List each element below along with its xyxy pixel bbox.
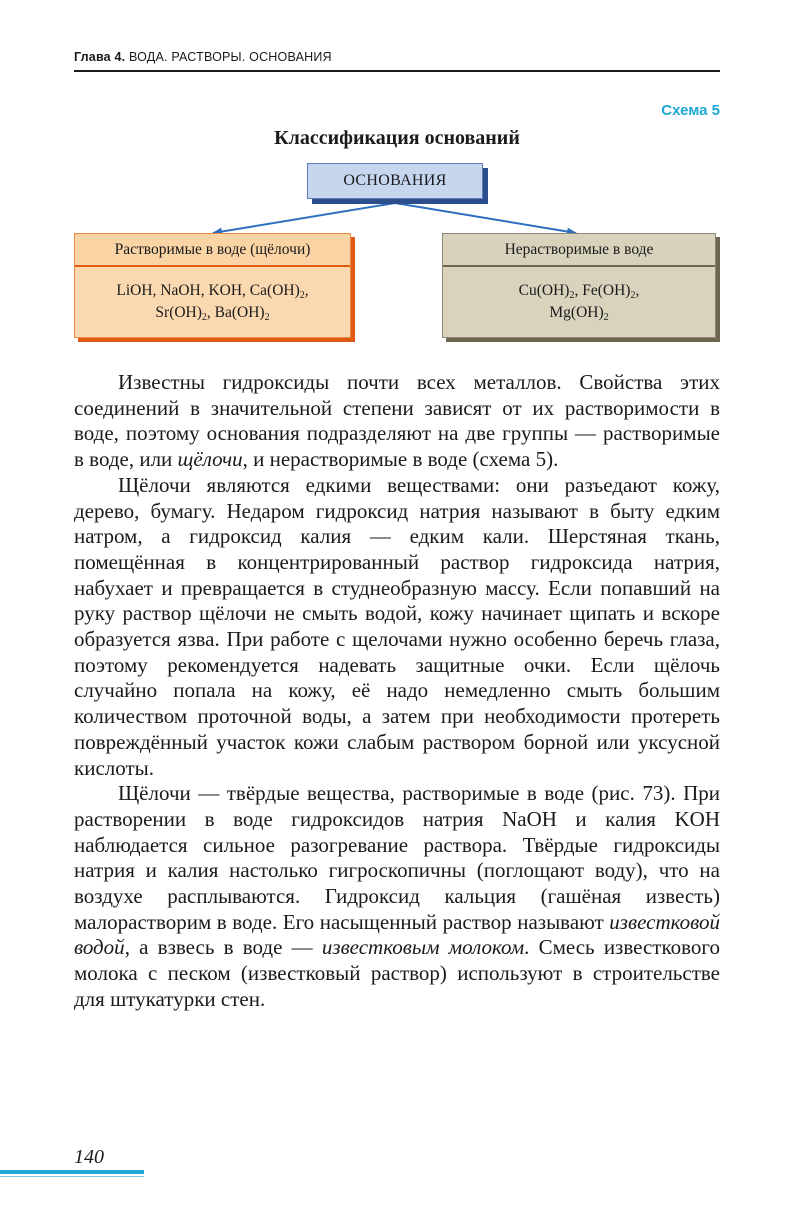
insoluble-line-1: $Cu(OH)_2$, $Fe(OH)_2$, [518,282,640,301]
root-box: ОСНОВАНИЯ [307,163,483,199]
scheme-label: Схема 5 [661,102,720,119]
insoluble-line-2: $Mg(OH)_2$ [549,304,609,323]
chapter-title: ВОДА. РАСТВОРЫ. ОСНОВАНИЯ [129,50,332,64]
arrow-right [395,203,576,233]
paragraph-3: Щёлочи — твёрдые вещества, растворимые в воде (рис. 73). При растворении в воде гидроксидов натрия NaOH и калия KOH наблюдается сильное разогревание раствора. Твёрдые гидроксиды натрия и калия настолько гигроскопичны (поглощают воду), что на воздухе расплываются. Гидроксид кальция (гашёная известь) малорастворим в воде. Его насыщенный раствор называют известковой водой, а взвесь в воде — известковым молоком. Смесь известкового молока с песком (известковый раствор) используют в строительстве для штукатурки стен. [74,781,720,1011]
page-accent-bar [0,1170,144,1174]
soluble-line-2: $Sr(OH)_2$, $Ba(OH)_2$ [155,304,270,323]
soluble-heading: Растворимые в воде (щёлочи) [75,234,350,267]
arrow-left [213,203,395,233]
paragraph-1: Известны гидроксиды почти всех металлов. Свойства этих соединений в значительной степени зависят от их растворимости в воде, поэтому основания подразделяют на две группы — растворимые в воде, или щёлочи, и нерастворимые в воде (схема 5). [74,370,720,472]
insoluble-bases-box [442,233,716,338]
scheme-title: Классификация оснований [274,127,520,149]
page-number: 140 [74,1146,104,1168]
chapter-number: Глава 4. [74,50,126,64]
insoluble-formulas [443,267,715,337]
soluble-line-1: LiOH, NaOH, KOH, $Ca(OH)_2$, [116,282,309,301]
page-accent-line [0,1176,144,1177]
insoluble-heading: Нерастворимые в воде [443,234,715,267]
soluble-bases-box [74,233,351,338]
soluble-formulas [75,267,350,337]
body-text [74,370,720,1013]
paragraph-2: Щёлочи являются едкими веществами: они разъедают кожу, дерево, бумагу. Недаром гидроксид натрия называют в быту едким натром, а гидроксид калия — едким кали. Шерстяная ткань, помещённая в концентрированный раствор гидроксида натрия, набухает и превращается в студнеобразную массу. Если попавший на руку раствор щёлочи не смыть водой, кожу начинает щипать и вскоре образуется язва. При работе с щелочами нужно особенно беречь глаза, поэтому рекомендуется надевать защитные очки. Если щёлочь случайно попала на кожу, её надо немедленно смыть большим количеством проточной воды, а затем при необходимости протереть повреждённый участок кожи слабым раствором борной или уксусной кислоты. [74,472,720,780]
